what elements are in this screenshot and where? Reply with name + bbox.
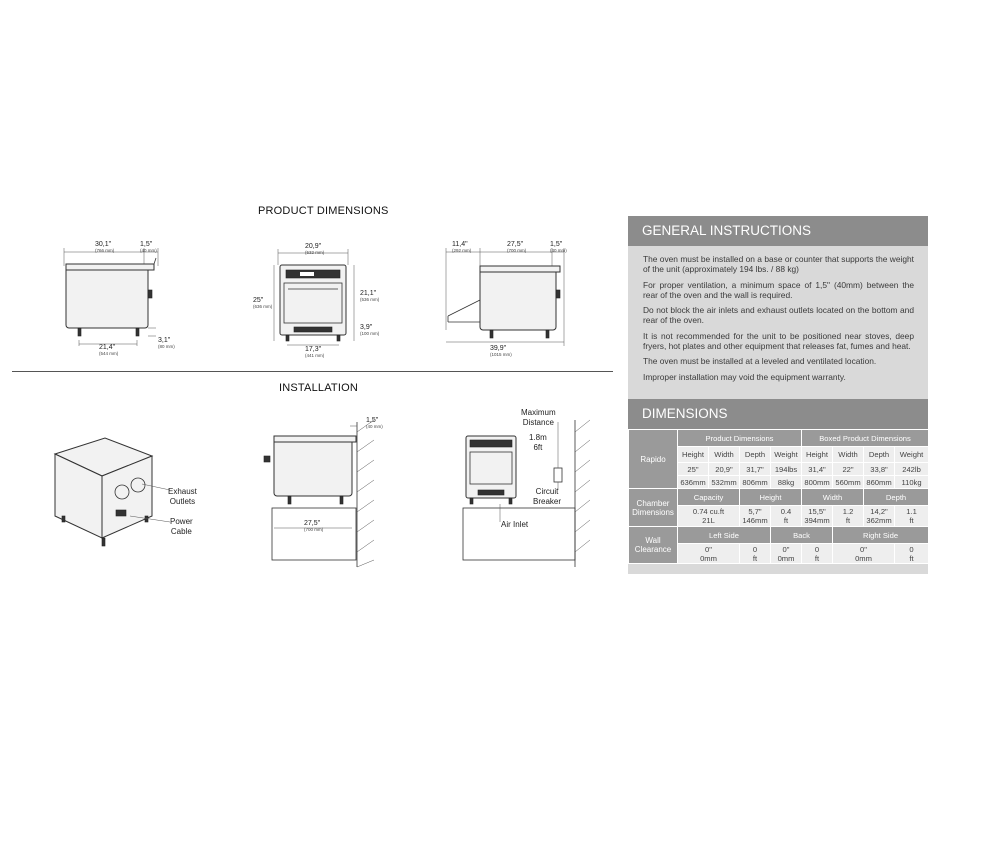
side-top-right-dim: 1,5" (40 mm) — [140, 241, 157, 253]
table-cell: 560mm — [833, 476, 864, 489]
max-distance-label: Maximum Distance — [521, 408, 556, 427]
wall-clearance-label: Wall Clearance — [629, 527, 678, 564]
front-bottom-dim: 17,3" (441 mm) — [305, 346, 325, 358]
side-open-bottom-dim: 39,9" (1015 mm) — [490, 345, 512, 357]
table-cell: 0" 0mm — [771, 544, 802, 564]
table-cell: 31,7" — [740, 463, 771, 476]
clearance-header: Back — [771, 527, 833, 544]
instruction-paragraph: The oven must be installed on a base or counter that supports the weight of the unit (approximately 194 lbs. / 88 kg) — [643, 254, 914, 274]
table-cell: 1.2 ft — [833, 506, 864, 527]
front-right-low-dim: 3,9" (100 mm) — [360, 324, 380, 336]
table-cell: 5,7" 146mm — [740, 506, 771, 527]
rapido-label: Rapido — [629, 430, 678, 489]
instruction-paragraph: Improper installation may void the equipment warranty. — [643, 371, 846, 382]
side-bottom-left-dim: 21,4" (544 mm) — [99, 344, 119, 356]
air-inlet-label: Air Inlet — [501, 520, 529, 529]
instruction-paragraph: For proper ventilation, a minimum space of 1,5" (40mm) between the rear of the oven and the wall is required. — [643, 279, 914, 300]
install-top-dim: 1,5" (40 mm) — [366, 417, 383, 429]
table-cell: 860mm — [864, 476, 895, 489]
power-cable-label: Power Cable — [170, 517, 193, 536]
side-bottom-right-dim: 3,1" (80 mm) — [158, 337, 175, 349]
table-cell: 0.74 cu.ft 21L — [678, 506, 740, 527]
circuit-breaker-label: Circuit Breaker — [533, 487, 562, 506]
table-cell: 0 ft — [740, 544, 771, 564]
column-header: Depth — [740, 447, 771, 463]
front-right-dim: 21,1" (536 mm) — [360, 290, 380, 302]
table-cell: 15,5" 394mm — [802, 506, 833, 527]
table-cell: 22" — [833, 463, 864, 476]
table-cell: 0 ft — [802, 544, 833, 564]
clearance-header: Right Side — [833, 527, 929, 544]
chamber-dimensions-label: Chamber Dimensions — [629, 489, 678, 527]
chamber-header: Depth — [864, 489, 929, 506]
instruction-paragraph: The oven must be installed at a leveled and ventilated location. — [643, 356, 877, 367]
chamber-header: Height — [740, 489, 802, 506]
table-cell: 31,4" — [802, 463, 833, 476]
general-instructions-title: GENERAL INSTRUCTIONS — [628, 216, 928, 246]
section-divider — [12, 371, 613, 372]
dimensions-title: DIMENSIONS — [628, 399, 928, 429]
table-cell: 242lb — [895, 463, 929, 476]
table-cell: 194lbs — [771, 463, 802, 476]
side-open-top-left-dim: 11,4" (292 mm) — [452, 241, 472, 253]
front-top-dim: 20,9" (532 mm) — [305, 243, 325, 255]
column-header: Depth — [864, 447, 895, 463]
column-header: Height — [678, 447, 709, 463]
table-cell: 1.1 ft — [895, 506, 929, 527]
general-instructions-body — [628, 246, 928, 399]
table-cell: 33,8" — [864, 463, 895, 476]
side-install-drawing — [262, 412, 377, 570]
table-cell: 0.4 ft — [771, 506, 802, 527]
exhaust-outlets-label: Exhaust Outlets — [168, 487, 197, 506]
column-header: Weight — [895, 447, 929, 463]
chamber-header: Capacity — [678, 489, 740, 506]
table-cell: 20,9" — [709, 463, 740, 476]
table-cell: 800mm — [802, 476, 833, 489]
clearance-header: Left Side — [678, 527, 771, 544]
side-open-top-mid-dim: 27,5" (700 mm) — [507, 241, 527, 253]
side-open-view-drawing — [440, 240, 575, 360]
boxed-dimensions-header: Boxed Product Dimensions — [802, 430, 929, 447]
chamber-header: Width — [802, 489, 864, 506]
product-dimensions-heading: PRODUCT DIMENSIONS — [258, 205, 389, 217]
side-top-left-dim: 30,1" (766 mm) — [95, 241, 115, 253]
product-dimensions-header: Product Dimensions — [678, 430, 802, 447]
column-header: Height — [802, 447, 833, 463]
table-cell: 806mm — [740, 476, 771, 489]
table-cell: 0" 0mm — [833, 544, 895, 564]
instruction-paragraph: Do not block the air inlets and exhaust outlets located on the bottom and rear of the oven. — [643, 305, 914, 326]
max-distance-value: 1.8m 6ft — [529, 433, 547, 452]
table-cell: 0 ft — [895, 544, 929, 564]
column-header: Width — [709, 447, 740, 463]
table-cell: 0" 0mm — [678, 544, 740, 564]
table-cell: 636mm — [678, 476, 709, 489]
side-open-top-right-dim: 1,5" (40 mm) — [550, 241, 567, 253]
table-cell: 88kg — [771, 476, 802, 489]
front-left-dim: 25" (636 mm) — [253, 297, 273, 309]
column-header: Width — [833, 447, 864, 463]
front-install-drawing — [460, 412, 595, 570]
table-cell: 25" — [678, 463, 709, 476]
installation-heading: INSTALLATION — [279, 382, 359, 394]
install-bottom-dim: 27,5" (700 mm) — [304, 520, 324, 532]
instruction-paragraph: It is not recommended for the unit to be positioned near stoves, deep fryers, hot plates and other equipment that releases fat, fumes and heat. — [643, 330, 914, 351]
isometric-view-drawing — [50, 432, 180, 557]
table-cell: 110kg — [895, 476, 929, 489]
column-header: Weight — [771, 447, 802, 463]
table-cell: 532mm — [709, 476, 740, 489]
specifications-panel — [628, 216, 928, 574]
dimensions-table — [628, 429, 929, 564]
table-cell: 14,2" 362mm — [864, 506, 895, 527]
